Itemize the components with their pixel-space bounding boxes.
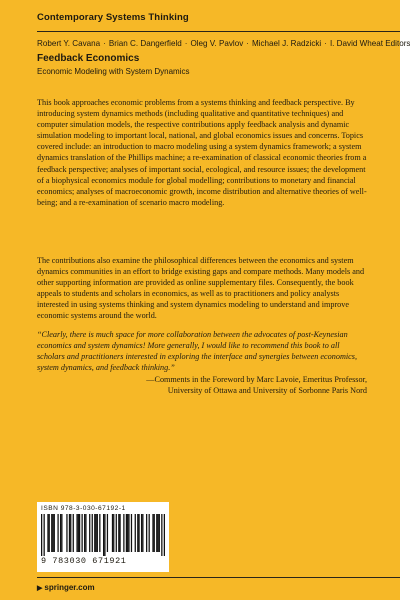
barcode-bar [118,514,119,552]
barcode-bar [156,514,157,552]
barcode-bar [113,514,114,552]
barcode-bar [159,514,160,552]
isbn-label: ISBN 978-3-030-67192-1 [41,505,126,512]
barcode-bar [73,514,74,552]
arrow-right-icon: ▶ [37,584,43,592]
barcode-bar [161,514,162,556]
barcode-bar [61,514,62,552]
editor-name: Michael J. Radzicki [251,39,322,48]
barcode-bar [54,514,55,552]
barcode-bar [146,514,147,552]
barcode-bar [60,514,61,552]
barcode-bar [141,514,142,552]
barcode-bar [44,514,45,556]
editor-name: Brian C. Dangerfield [108,39,182,48]
barcode-bar [116,514,117,552]
description-paragraph-2: The contributions also examine the philosophical differences between the economics and system dynamics communities in an effort to bridge existing gaps and compare methods. Many models and other supporting information are provided as online supplementary files. Consequently, the book appeals to students and scholars in economics, as well as to practitioners and policy analysts interested in using systems thinking and system dynamics modeling to understand and improve economic systems around the world. [37,256,365,321]
barcode-bar [127,514,128,552]
attribution-line-2: University of Ottawa and University of Sorbonne Paris Nord [167,386,367,396]
barcode-bar [81,514,82,552]
publisher-link[interactable] [37,583,95,592]
barcode-bar [149,514,150,552]
barcode-bar [164,514,165,556]
top-divider [37,31,400,32]
barcode-bar [51,514,52,552]
description-paragraph-1: This book approaches economic problems from a systems thinking and feedback perspective. By introducing system dynamics methods (including qualitative and quantitative techniques) and computer simulation models, the respective contributions apply feedback analysis and dynamic simulation modeling to important local, national, and global economics issues and concerns. Topics covered include: an introduction to macro modeling using a system dynamics framework; a system dynamics translation of the Phillips machine; a re-examination of classical economic theories from a feedback perspective; analyses of important social, ecological, and resource issues; the development of a biophysical economics module for global modelling; contributions to monetary and financial economics; analyses of macroeconomic growth, income distribution and alternative theories of well-being; and a re-examination of scenario macro modeling. [37,98,367,207]
attribution-line-1: —Comments in the Foreword by Marc Lavoie, Emeritus Professor, [146,375,367,384]
barcode-bar [142,514,143,552]
barcode-bar [84,514,85,552]
barcode-digits: 9 783030 671921 [41,556,127,566]
barcode-icon [41,514,165,556]
barcode-bar [78,514,79,552]
barcode-bar [135,514,136,552]
barcode-bar [103,514,104,556]
barcode-bar [92,514,93,552]
barcode-bar [95,514,96,552]
book-subtitle: Economic Modeling with System Dynamics [37,67,190,76]
barcode-bar [52,514,53,552]
foreword-quote: “Clearly, there is much space for more collaboration between the advocates of post-Keynesian economics and system dynamics! More generally, I would like to recommend this book to all scholars and practitioners interested in exploring the interface and synergies between economics, system dynamics, and feedback thinking.” [37,330,358,373]
barcode-bar [138,514,139,552]
editor-name: Oleg V. Pavlov [190,39,244,48]
barcode-bar [76,514,77,552]
barcode-bar [79,514,80,552]
editors-line: Robert Y. Cavana · Brian C. Dangerfield · Oleg V. Pavlov · Michael J. Radzicki · I. David Wheat Editors [37,39,410,48]
barcode-bar [112,514,113,552]
barcode-bar [99,514,100,552]
editors-role: Editors [385,39,410,48]
barcode-bar [128,514,129,552]
barcode-bar [85,514,86,552]
series-title: Contemporary Systems Thinking [37,12,189,23]
barcode-bar [94,514,95,552]
bottom-divider [37,577,400,578]
book-title: Feedback Economics [37,53,140,64]
publisher-name: springer.com [44,583,95,592]
barcode-bar [47,514,48,552]
barcode-bar [137,514,138,552]
barcode-bar [126,514,127,552]
barcode-bar [104,514,105,556]
barcode-bar [66,514,67,552]
quote-attribution [37,374,367,396]
editor-name: I. David Wheat [329,39,384,48]
barcode-bar [49,514,50,552]
barcode-bar [119,514,120,552]
editor-name: Robert Y. Cavana [37,39,101,48]
barcode-box [37,502,169,572]
barcode-bar [107,514,108,552]
barcode-bar [154,514,155,552]
barcode-bar [70,514,71,552]
barcode-bar [97,514,98,552]
barcode-bar [157,514,158,552]
barcode-bar [57,514,58,552]
barcode-bar [41,514,42,556]
barcode-bar [152,514,153,552]
barcode-bar [123,514,124,552]
barcode-bar [131,514,132,552]
barcode-bar [69,514,70,552]
barcode-bar [89,514,90,552]
